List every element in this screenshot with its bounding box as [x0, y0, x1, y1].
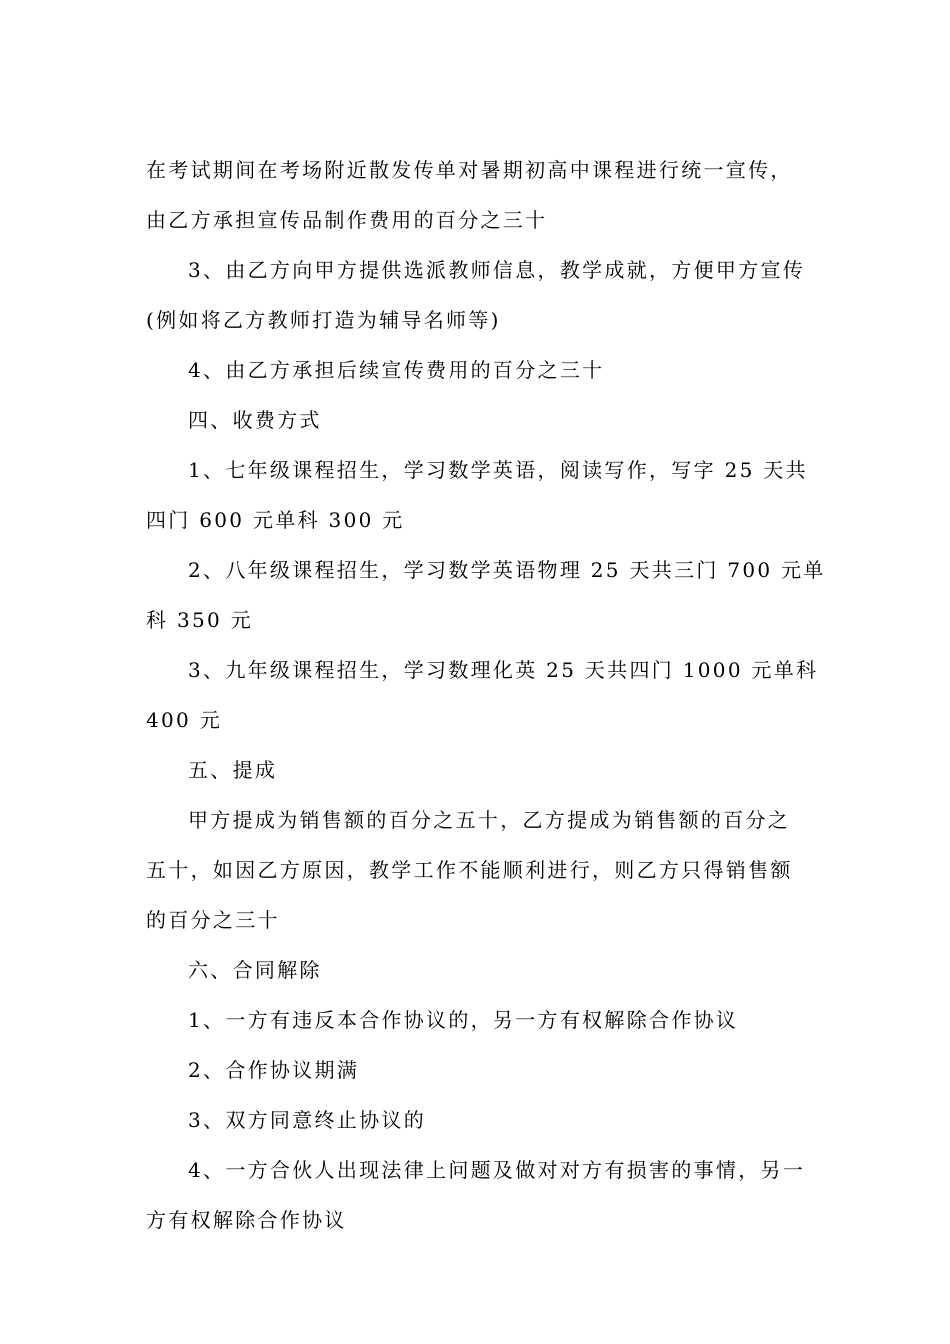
list-item-termination-3: 3、双方同意终止协议的: [188, 1108, 427, 1132]
body-text-line: 甲方提成为销售额的百分之五十，乙方提成为销售额的百分之: [188, 808, 791, 832]
body-text-line: 由乙方承担宣传品制作费用的百分之三十: [146, 208, 548, 232]
list-item-grade-8: 2、八年级课程招生，学习数学英语物理 25 天共三门 700 元单: [188, 558, 826, 582]
body-text-line: 的百分之三十: [146, 908, 280, 932]
list-item-termination-4: 4、一方合伙人出现法律上问题及做对对方有损害的事情，另一: [188, 1158, 806, 1182]
list-item-publicity-3: 3、由乙方向甲方提供选派教师信息，教学成就，方便甲方宣传: [188, 258, 806, 282]
section-heading-fees: 四、收费方式: [188, 408, 322, 432]
body-text-line: 五十，如因乙方原因，教学工作不能顺利进行，则乙方只得销售额: [146, 858, 793, 882]
list-item-termination-1: 1、一方有违反本合作协议的，另一方有权解除合作协议: [188, 1008, 739, 1032]
body-text-line: (例如将乙方教师打造为辅导名师等): [146, 308, 501, 332]
section-heading-termination: 六、合同解除: [188, 958, 322, 982]
body-text-line: 400 元: [146, 708, 223, 732]
body-text-line: 方有权解除合作协议: [146, 1208, 347, 1232]
section-heading-commission: 五、提成: [188, 758, 278, 782]
body-text-line: 在考试期间在考场附近散发传单对暑期初高中课程进行统一宣传，: [146, 158, 793, 182]
body-text-line: 科 350 元: [146, 608, 253, 632]
list-item-termination-2: 2、合作协议期满: [188, 1058, 360, 1082]
list-item-grade-7: 1、七年级课程招生，学习数学英语，阅读写作，写字 25 天共: [188, 458, 808, 482]
body-text-line: 四门 600 元单科 300 元: [146, 508, 405, 532]
list-item-publicity-4: 4、由乙方承担后续宣传费用的百分之三十: [188, 358, 605, 382]
list-item-grade-9: 3、九年级课程招生，学习数理化英 25 天共四门 1000 元单科: [188, 658, 819, 682]
